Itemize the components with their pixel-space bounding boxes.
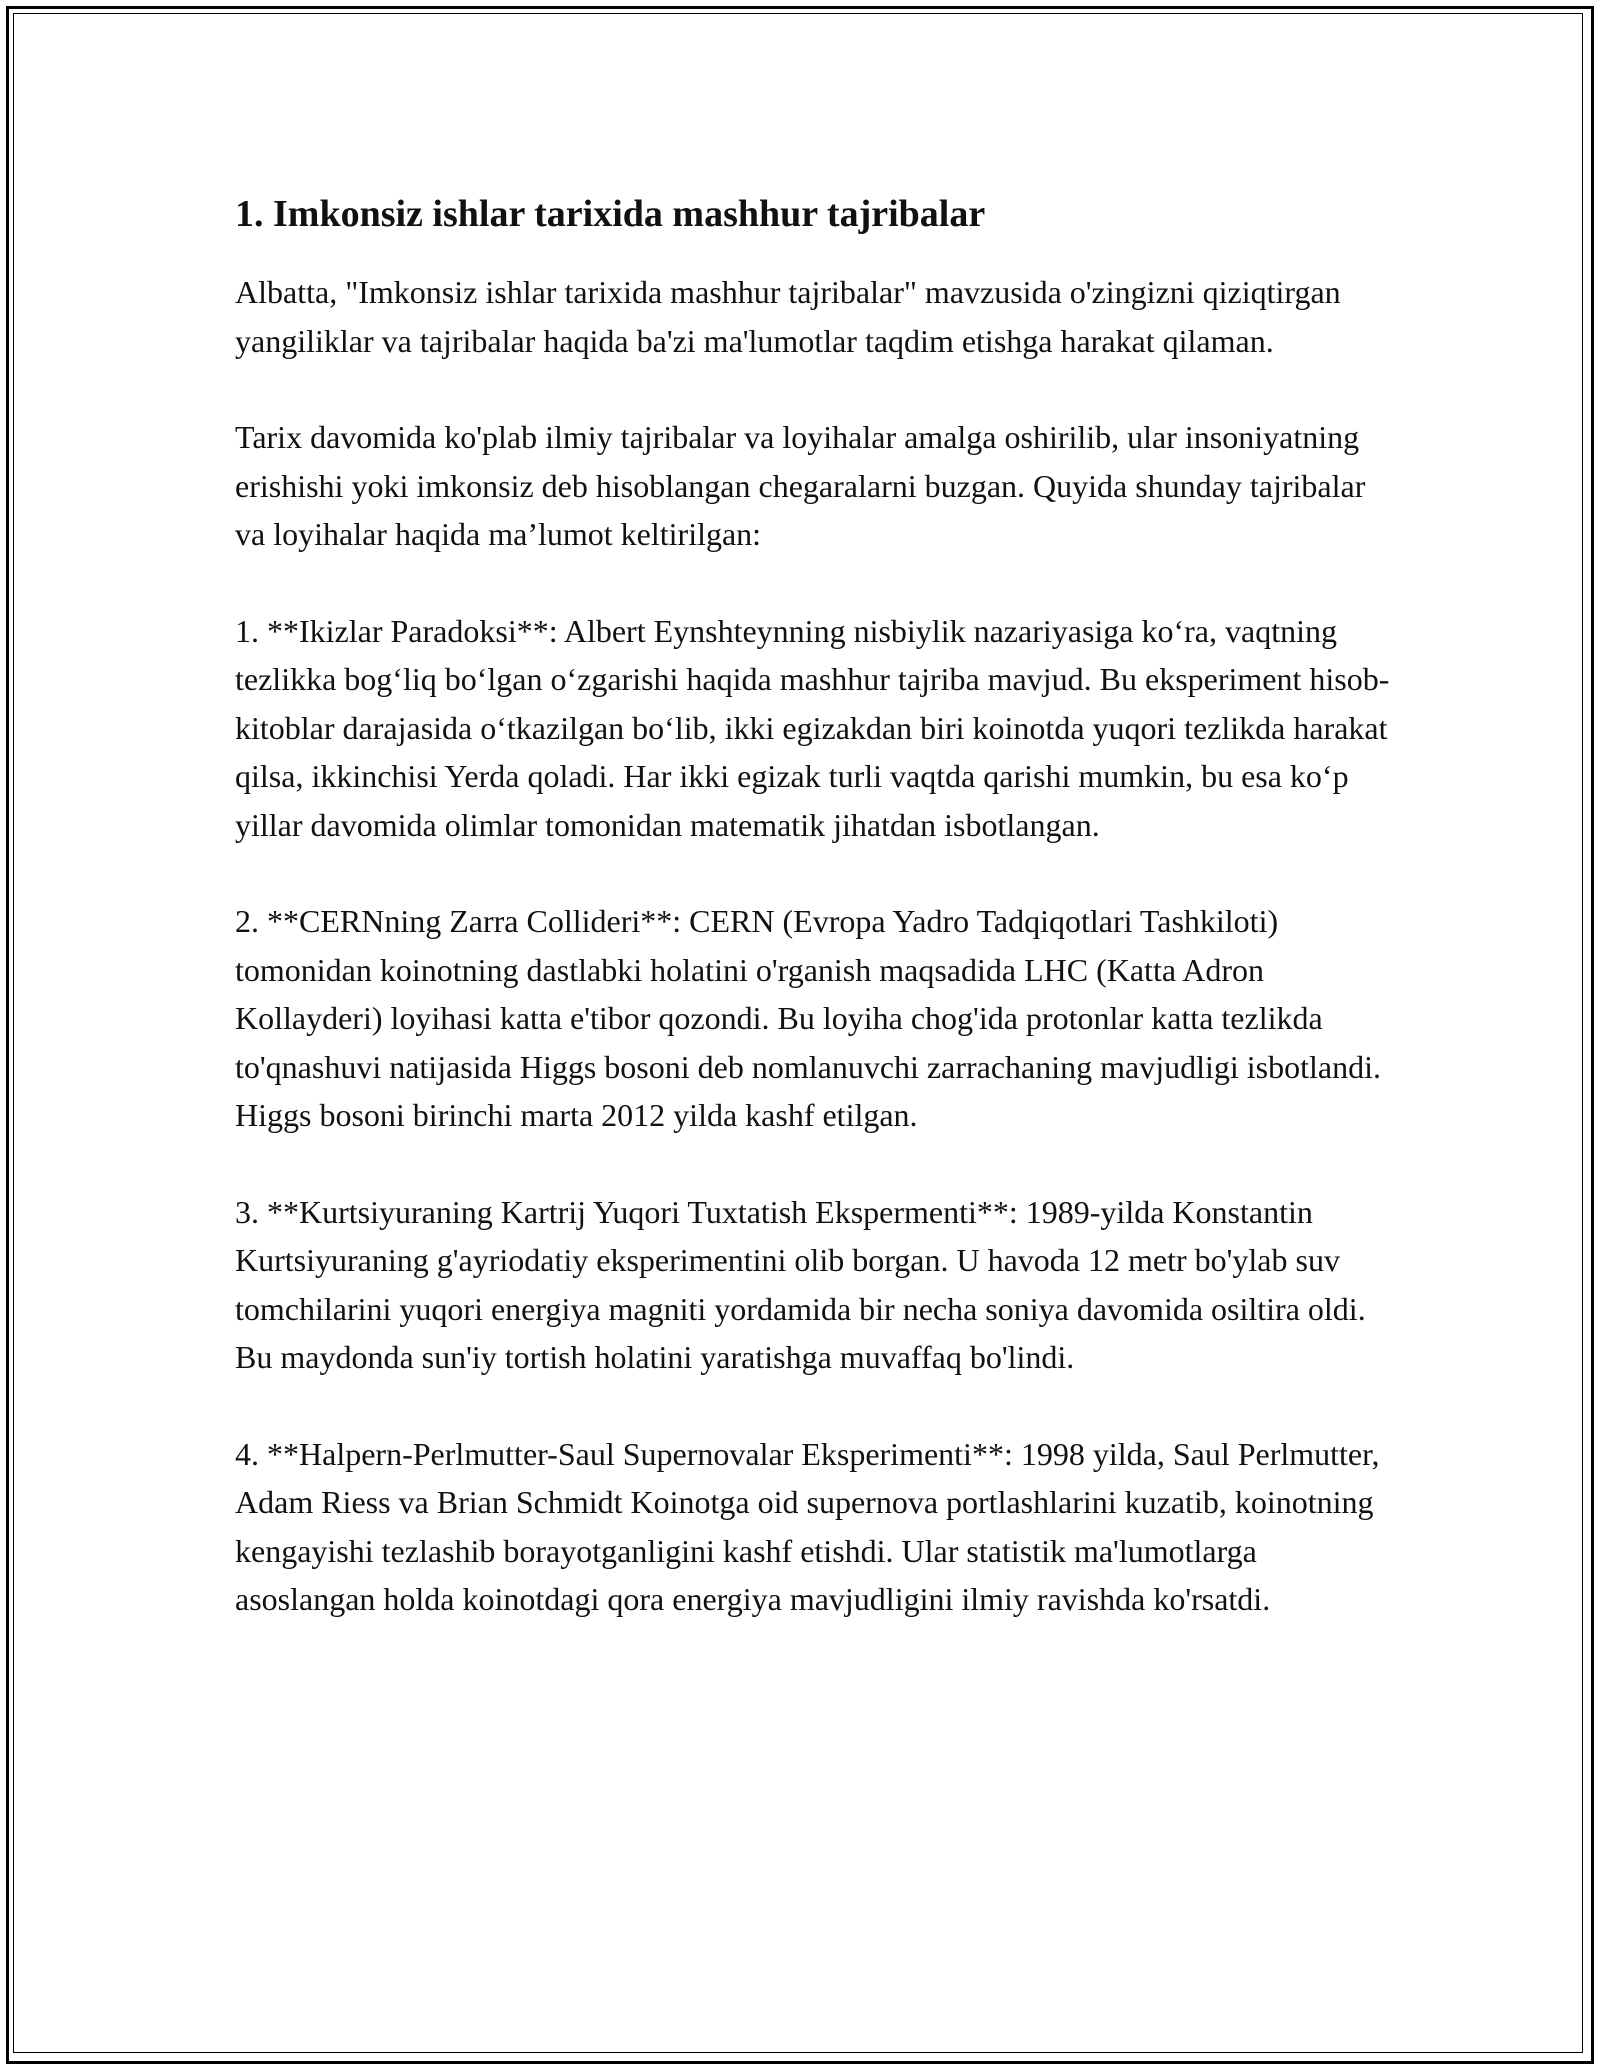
- paragraph-item-4: 4. **Halpern-Perlmutter-Saul Supernovalar Eksperimenti**: 1998 yilda, Saul Perlmutter, Adam Riess va Brian Schmidt Koinotga oid supernova portlashlarini kuzatib, koinotning kengayishi tezlashib borayotganligini kashf etishdi. Ular statistik ma'lumotlarga asoslangan holda koinotdagi qora energiya mavjudligini ilmiy ravishda ko'rsatdi.: [235, 1435, 1380, 1617]
- paragraph-intro: Albatta, "Imkonsiz ishlar tarixida mashhur tajribalar" mavzusida o'zingizni qiziqtirgan yangiliklar va tajribalar haqida ba'zi ma'lumotlar taqdim etishga harakat qilaman.: [235, 274, 1341, 359]
- paragraph-item-1: 1. **Ikizlar Paradoksi**: Albert Eynshteynning nisbiylik nazariyasiga ko‘ra, vaqtning tezlikka bog‘liq bo‘lgan o‘zgarishi haqida mashhur tajriba mavjud. Bu eksperiment hisob-kitoblar darajasida o‘tkazilgan bo‘lib, ikki egizakdan biri koinotda yuqori tezlikda harakat qilsa, ikkinchisi Yerda qoladi. Har ikki egizak turli vaqtda qarishi mumkin, bu esa ko‘p yillar davomida olimlar tomonidan matematik jihatdan isbotlangan.: [235, 612, 1390, 843]
- paragraph-item-3: 3. **Kurtsiyuraning Kartrij Yuqori Tuxtatish Ekspermenti**: 1989-yilda Konstantin Kurtsiyuraning g'ayriodatiy eksperimentini olib borgan. U havoda 12 metr bo'ylab suv tomchilarini yuqori energiya magniti yordamida bir necha soniya davomida osiltira oldi. Bu maydonda sun'iy tortish holatini yaratishga muvaffaq bo'lindi.: [235, 1193, 1366, 1375]
- document-body: [235, 186, 1395, 1672]
- section-title: 1. Imkonsiz ishlar tarixida mashhur tajribalar: [235, 193, 986, 235]
- paragraph-item-2: 2. **CERNning Zarra Collideri**: CERN (Evropa Yadro Tadqiqotlari Tashkiloti) tomonidan koinotning dastlabki holatini o'rganish maqsadida LHC (Katta Adron Kollayderi) loyihasi katta e'tibor qozondi. Bu loyiha chog'ida protonlar katta tezlikda to'qnashuvi natijasida Higgs bosoni deb nomlanuvchi zarrachaning mavjudligi isbotlandi. Higgs bosoni birinchi marta 2012 yilda kashf etilgan.: [235, 903, 1381, 1133]
- paragraph-overview: Tarix davomida ko'plab ilmiy tajribalar va loyihalar amalga oshirilib, ular insoniyatning erishishi yoki imkonsiz deb hisoblangan chegaralarni buzgan. Quyida shunday tajribalar va loyihalar haqida ma’lumot keltirilgan:: [235, 419, 1366, 552]
